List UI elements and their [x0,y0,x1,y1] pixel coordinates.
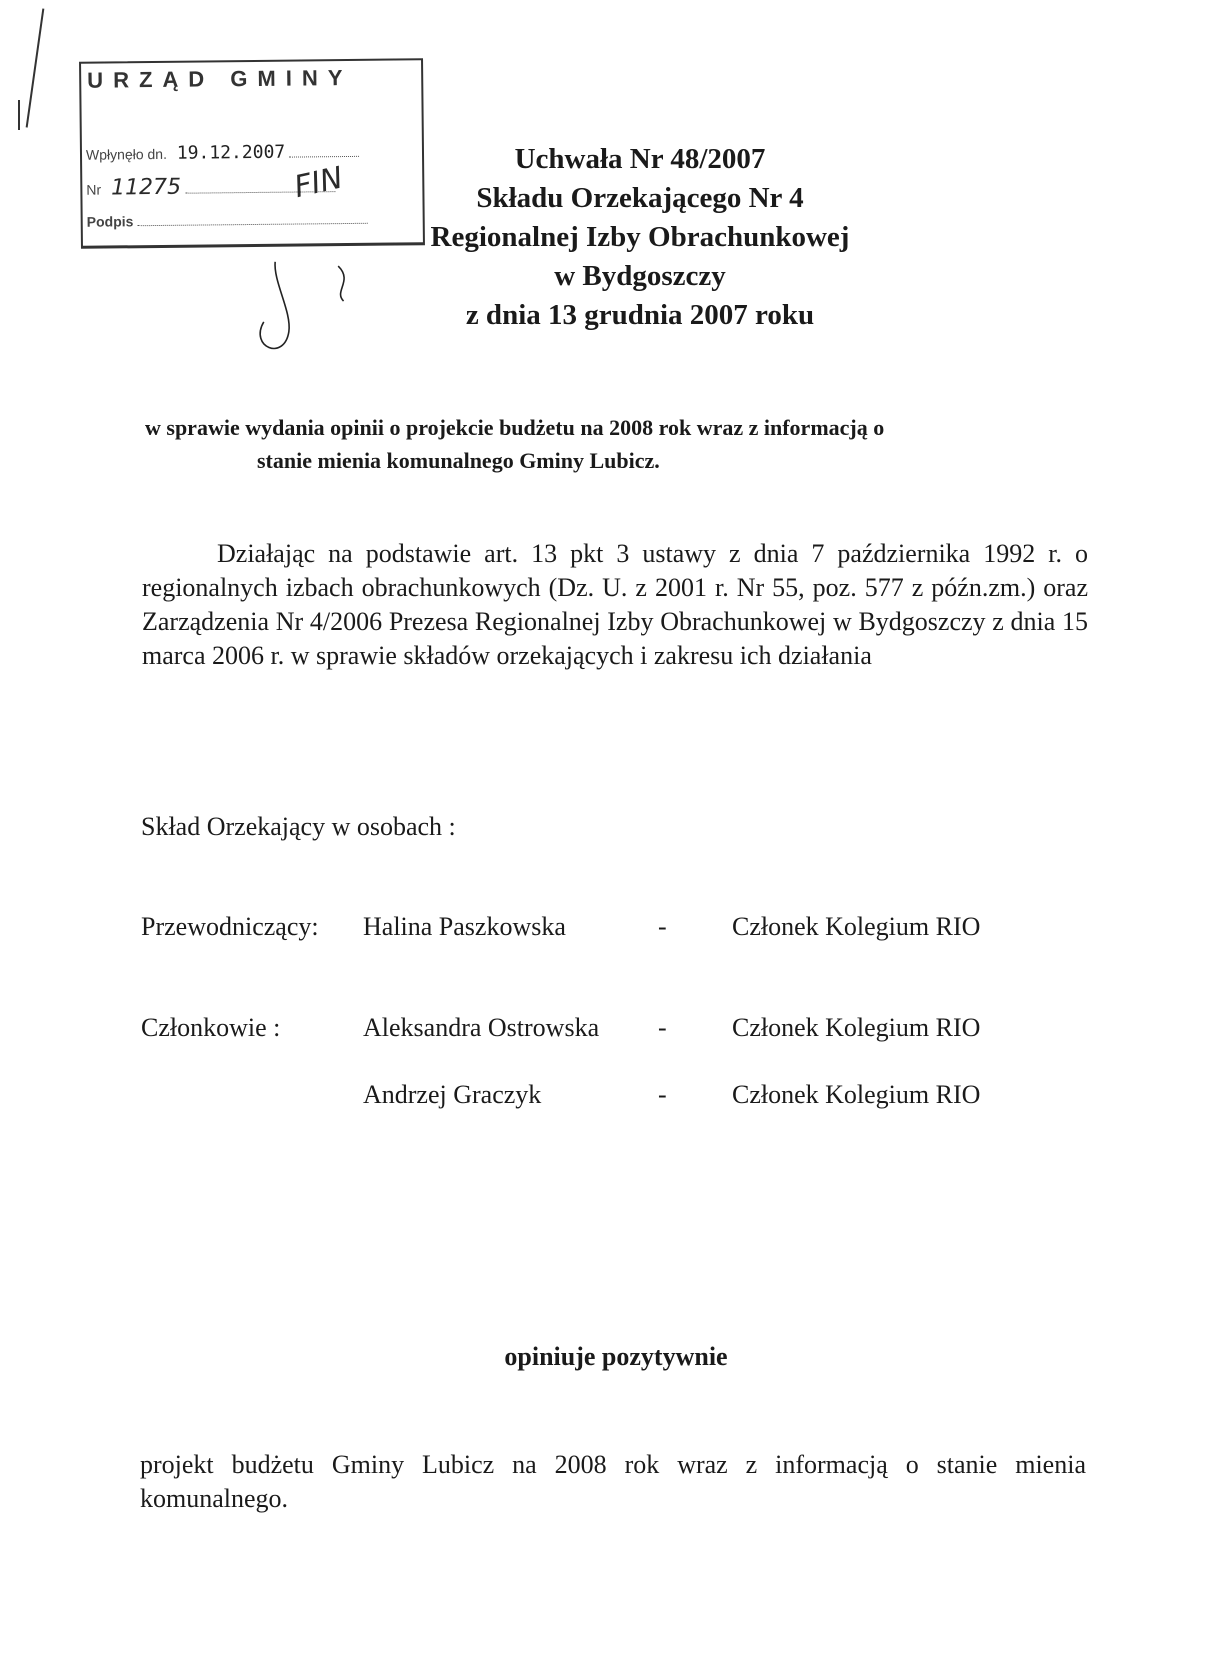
members-label: Członkowie : [141,1013,281,1042]
chair-name: Halina Paszkowska [363,912,566,941]
title-line-1: Uchwała Nr 48/2007 [514,143,766,175]
legal-basis-text: Działając na podstawie art. 13 pkt 3 ustawy z dnia 7 października 1992 r. o regionalnych izbach obrachunkowych (Dz. U. z 2001 r. Nr 55, poz. 577 z późn.zm.) oraz Zarządzenia Nr 4/2006 Prezesa Regionalnej Izby Obrachunkowej w Bydgoszczy z dnia 15 marca 2006 r. w sprawie składów orzekających i zakresu ich działania [142,539,1088,670]
legal-basis-paragraph [142,537,1088,673]
member-name: Andrzej Graczyk [363,1080,542,1109]
margin-mark [26,8,44,127]
title-line-5: z dnia 13 grudnia 2007 roku [465,299,815,331]
chair-dash: - [658,912,667,941]
stamp-title: URZĄD GMINY [87,64,353,93]
member-dash: - [658,1080,667,1109]
decision-statement: opiniuje pozytywnie [504,1342,728,1371]
final-paragraph: projekt budżetu Gminy Lubicz na 2008 rok wraz z informacją o stanie mienia komunalnego. [140,1450,1086,1513]
member-name: Aleksandra Ostrowska [363,1013,600,1042]
stamp-number-label: Nr [86,181,102,198]
chair-label: Przewodniczący: [141,912,319,941]
title-line-4: w Bydgoszczy [554,260,726,292]
panel-intro: Skład Orzekający w osobach : [141,812,456,841]
stamp-received-label: Wpłynęło dn. [85,145,168,163]
member-role: Członek Kolegium RIO [732,1080,981,1109]
stamp-signature-label: Podpis [86,213,134,230]
member-dash: - [658,1013,667,1042]
stamp-handwritten-note: FIN [291,160,347,206]
title-line-2: Składu Orzekającego Nr 4 [476,182,804,214]
stamp-received-row [86,141,359,165]
subject-line-1: w sprawie wydania opinii o projekcie budżetu na 2008 rok wraz z informacją o [145,415,885,440]
margin-mark [18,100,20,130]
stamp-number-handwritten: 11275 [110,174,182,201]
resolution-subject [145,411,1095,477]
subject-line-2: stanie mienia komunalnego Gminy Lubicz. [257,448,660,473]
stamp-received-date: 19.12.2007 [176,141,286,164]
title-line-3: Regionalnej Izby Obrachunkowej [430,221,850,253]
resolution-title [330,140,950,335]
chair-role: Członek Kolegium RIO [732,912,981,941]
member-role: Członek Kolegium RIO [732,1013,981,1042]
